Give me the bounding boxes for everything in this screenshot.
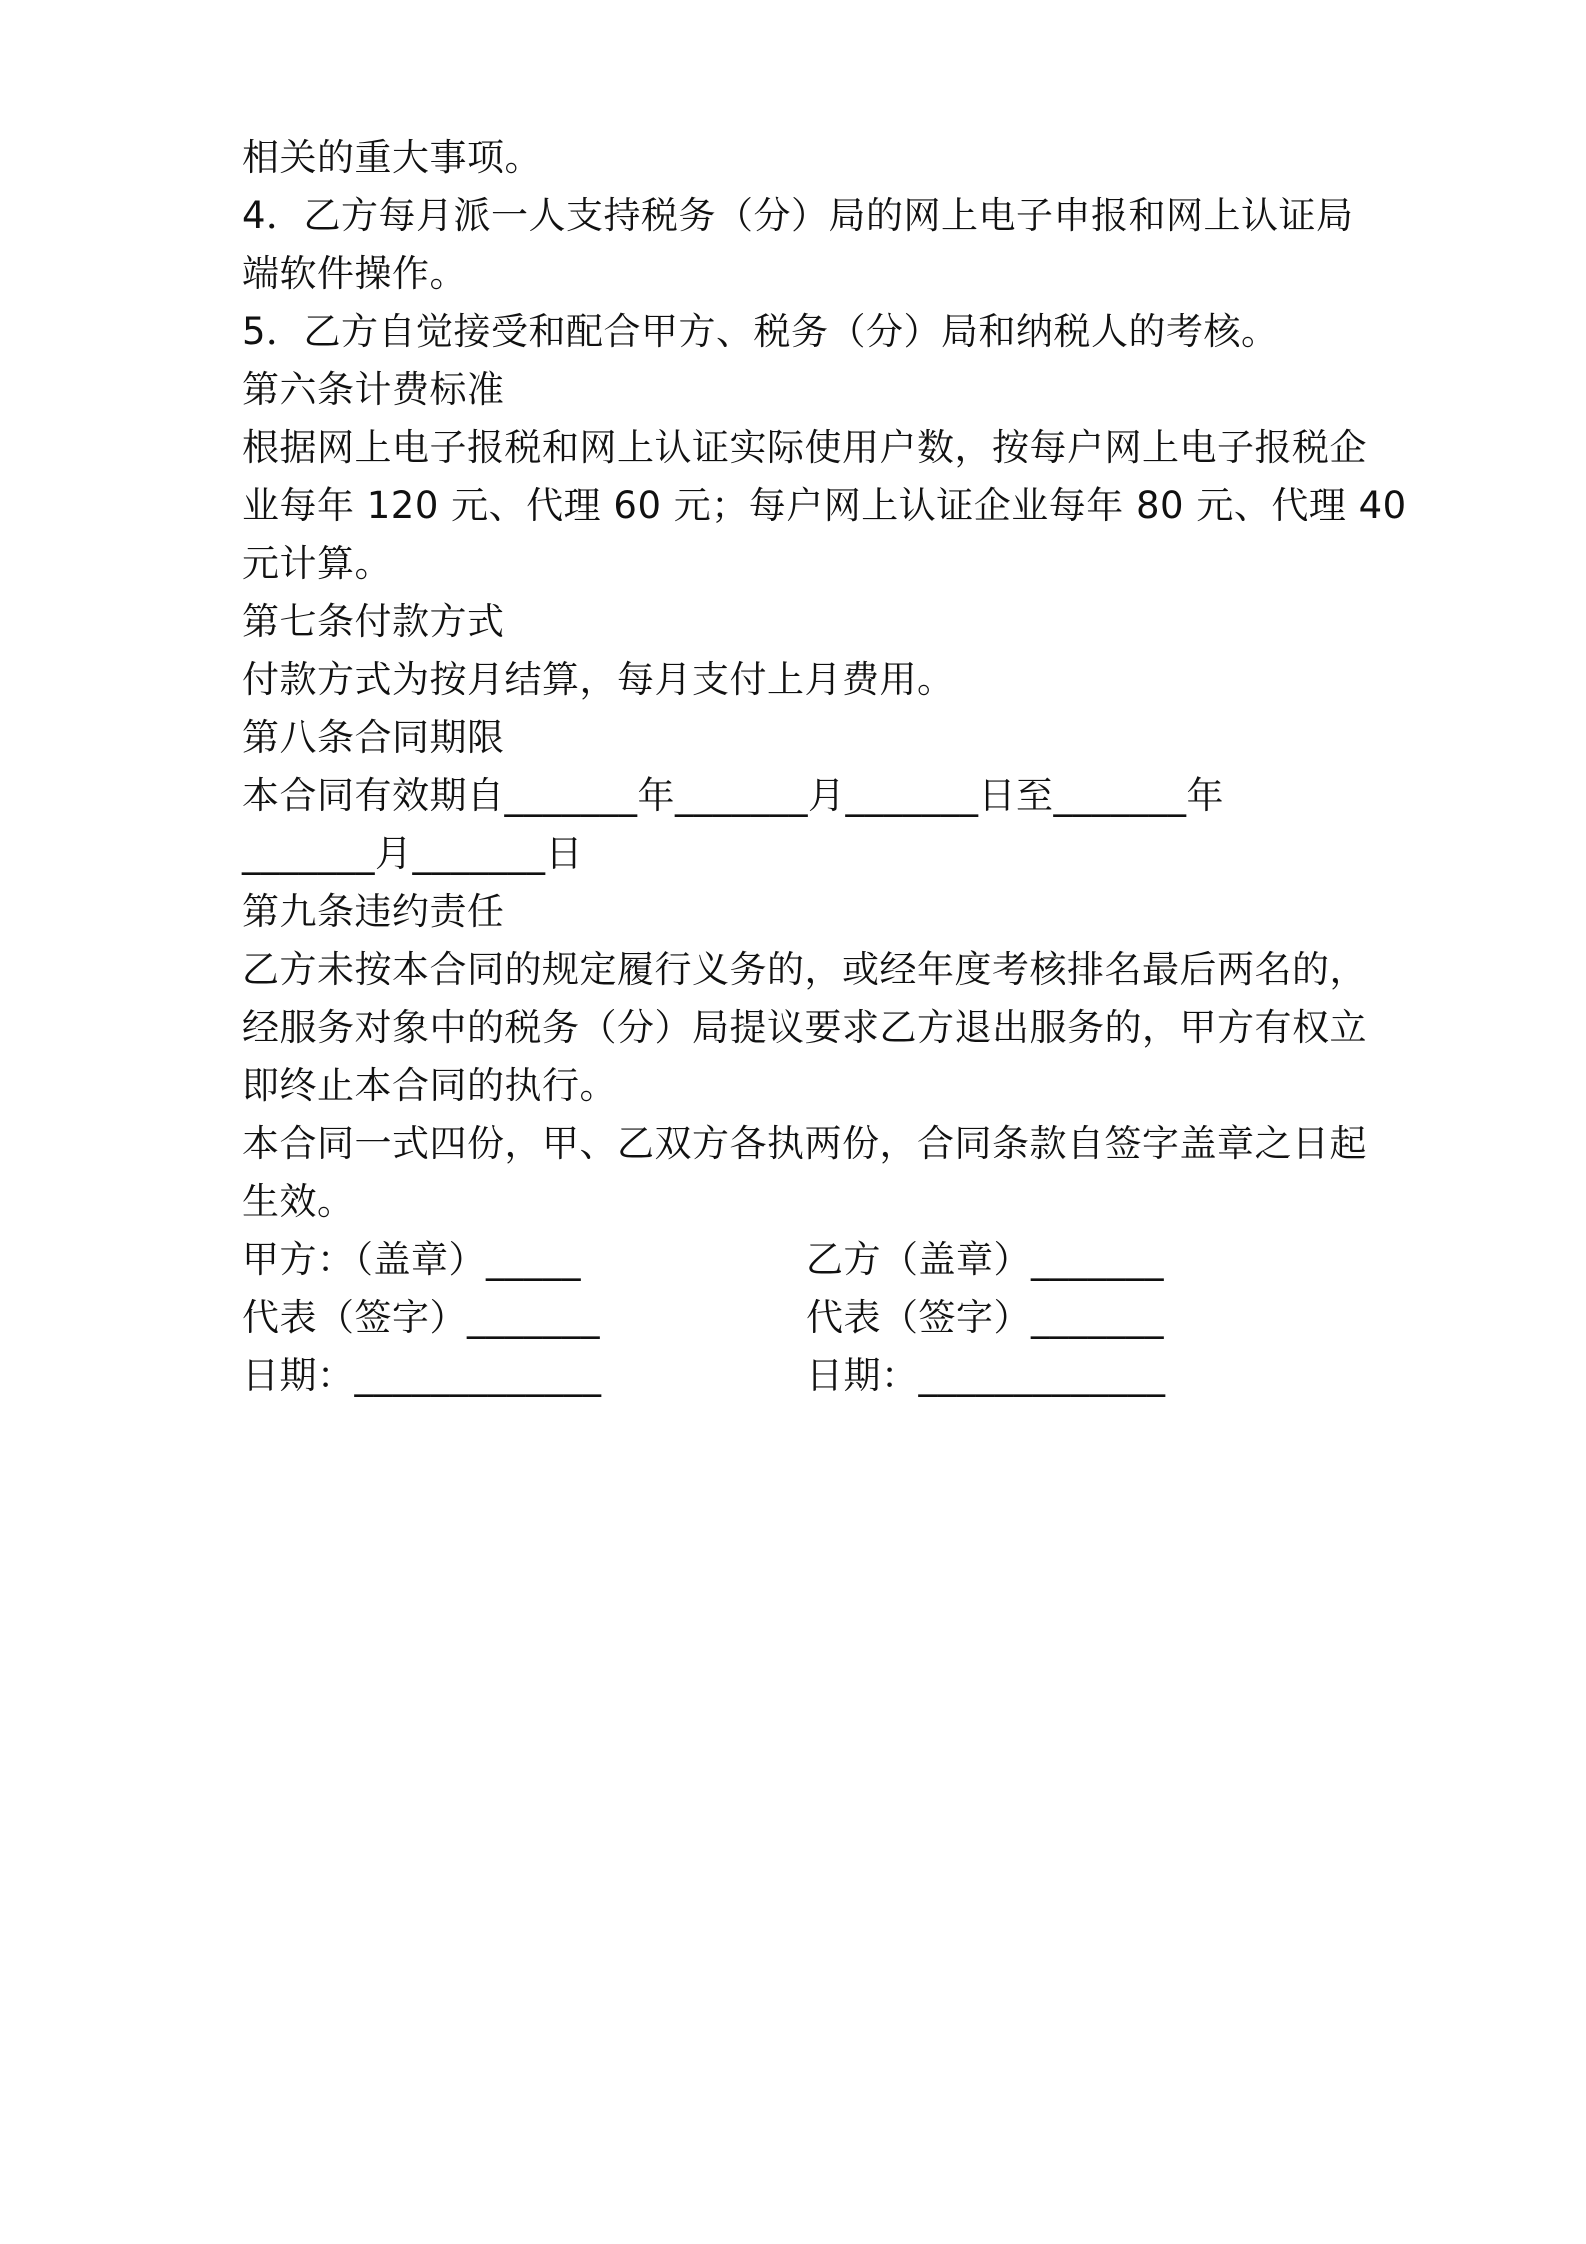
party-b-seal-field: 乙方（盖章）_______ [806, 1238, 1164, 1281]
contract-term-line: 本合同有效期自_______年_______月_______日至_______年 [242, 774, 1224, 817]
section-heading-article-8: 第八条合同期限 [242, 716, 505, 759]
paragraph-line: 元计算。 [242, 542, 392, 585]
paragraph-line: 相关的重大事项。 [242, 136, 542, 179]
contract-term-line: _______月_______日 [242, 832, 583, 875]
section-heading-article-7: 第七条付款方式 [242, 600, 505, 643]
paragraph-line: 付款方式为按月结算，每月支付上月费用。 [242, 658, 955, 701]
section-heading-article-6: 第六条计费标准 [242, 368, 505, 411]
paragraph-line: 生效。 [242, 1180, 355, 1223]
party-a-date-field: 日期：_____________ [242, 1354, 602, 1397]
paragraph-line: 业每年 120 元、代理 60 元；每户网上认证企业每年 80 元、代理 40 [242, 484, 1407, 527]
clause-item-5: 5．乙方自觉接受和配合甲方、税务（分）局和纳税人的考核。 [242, 310, 1279, 353]
party-a-representative-field: 代表（签字）_______ [242, 1296, 600, 1339]
paragraph-line: 本合同一式四份，甲、乙双方各执两份，合同条款自签字盖章之日起 [242, 1122, 1367, 1165]
clause-item-4: 4．乙方每月派一人支持税务（分）局的网上电子申报和网上认证局 [242, 194, 1354, 237]
paragraph-line: 即终止本合同的执行。 [242, 1064, 617, 1107]
paragraph-line: 端软件操作。 [242, 252, 467, 295]
paragraph-line: 经服务对象中的税务（分）局提议要求乙方退出服务的，甲方有权立 [242, 1006, 1367, 1049]
party-a-seal-field: 甲方：（盖章）_____ [242, 1238, 581, 1281]
party-b-date-field: 日期：_____________ [806, 1354, 1166, 1397]
paragraph-line: 根据网上电子报税和网上认证实际使用户数，按每户网上电子报税企 [242, 426, 1367, 469]
party-b-representative-field: 代表（签字）_______ [806, 1296, 1164, 1339]
section-heading-article-9: 第九条违约责任 [242, 890, 505, 933]
paragraph-line: 乙方未按本合同的规定履行义务的，或经年度考核排名最后两名的， [242, 948, 1367, 991]
